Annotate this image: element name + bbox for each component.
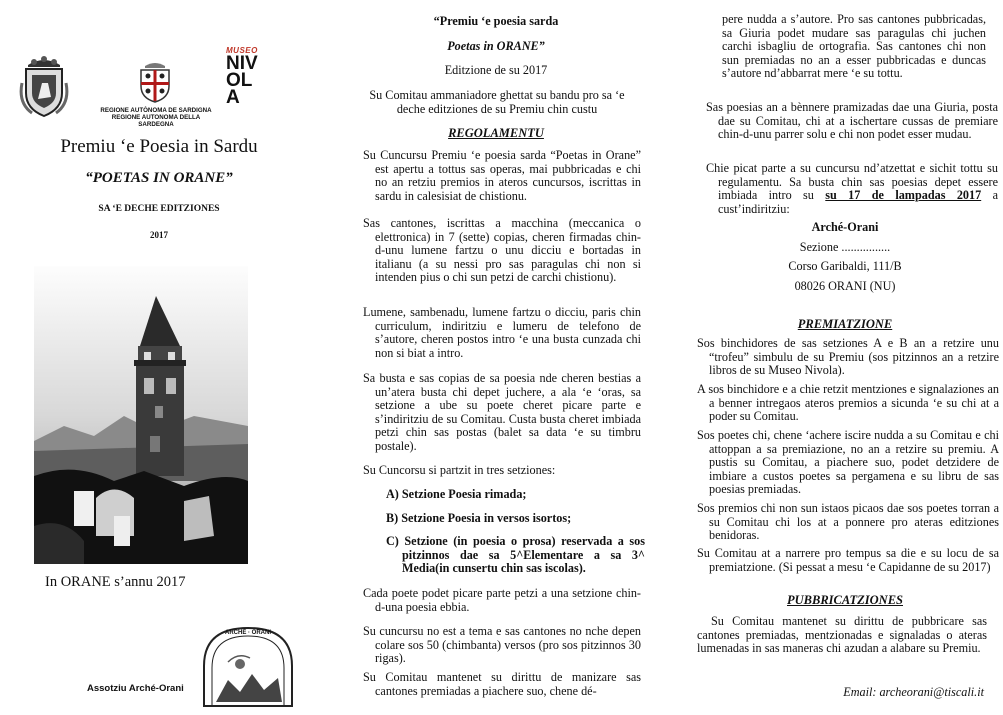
address-city: 08026 ORANI (NU) bbox=[794, 279, 896, 293]
rule-paragraph-2: Sas cantones, iscrittas a macchina (meccanica o elettronica) in 7 (sette) copias, cheren firmadas chin-d-unu lumene fartzu o unu dicciu e bortadas in italianu (a su nessi pro sas paragulas chi non si intenden pius o chi sun petzi de carchi chistionu). bbox=[363, 216, 641, 285]
prize-paragraph-3: Sos poetes chi, chene ‘achere iscire nudda a su Comitau e chi attoppan a sa premiazione, no an a retzire su premiu. A pustis su Comitau, a piachere suo, podet detzidere de imbiare a custos poetes sa pergamena e su libru de sas poesias premiadas. bbox=[697, 428, 999, 497]
rule-paragraph-5: Su Cuncorsu si partzit in tres setziones: bbox=[363, 463, 556, 477]
rule-paragraph-1: Su Cuncursu Premiu ‘e poesia sarda “Poetas in Orane” est apertu a tottus sas operas, mai pubbricadas e chi no an retziu premios in ateros cuncursos, iscrittas in sardu in calesisiat de chistionu. bbox=[363, 148, 641, 203]
rule-paragraph-7: Su cuncursu no est a tema e sas cantones no nche depen colare sos 50 (chimbanta) versos (pro sos pitzinnos 30 rigas). bbox=[363, 624, 641, 666]
deadline-text: Chie picat parte a su cuncursu nd’atzettat e sichit tottu su regulamentu. Sa busta chin sas poesias depet essere imbiada intro su bbox=[706, 161, 998, 203]
tower-photo bbox=[34, 266, 248, 564]
jury-paragraph: Sas poesias an a bènnere pramizadas dae una Giuria, posta dae su Comitau, chi at a ischertare cussas de premiare chin-d-unu parrer solu e chi non podet esser mudau. bbox=[706, 100, 998, 142]
email-contact: Email: archeorani@tiscali.it bbox=[843, 685, 984, 699]
prizes-panel bbox=[694, 0, 999, 715]
museo-nivola-logo bbox=[226, 46, 270, 132]
edition-label: SA ‘E DECHE EDITZIONES bbox=[98, 204, 220, 214]
rules-edition: Editzione de su 2017 bbox=[444, 63, 548, 77]
museo-label: MUSEO bbox=[226, 46, 258, 55]
address-name: Arché-Orani bbox=[811, 220, 879, 234]
prize-paragraph-4: Sos premios chi non sun istaos picaos dae sos poetes torran a su Comitau chi los at a ponnere pro ateras editziones benidoras. bbox=[697, 501, 999, 543]
cover-subtitle: “POETAS IN ORANE” bbox=[85, 170, 233, 186]
section-b: B) Setzione Poesia in versos isortos; bbox=[386, 511, 572, 525]
deadline-end: a cust’indiritziu: bbox=[718, 188, 999, 216]
cover-panel bbox=[0, 0, 318, 715]
deadline-paragraph bbox=[706, 162, 998, 216]
comune-crest-icon bbox=[18, 53, 70, 119]
publication-paragraph: Su Comitau mantenet su dirittu de pubbricare sas cantones premiadas, mentzionadas e signaladas o ateras lumenadas in sas maneras chi azudan a alabare su Premiu. bbox=[697, 614, 987, 656]
rules-panel bbox=[360, 0, 645, 715]
rule-paragraph-3: Lumene, sambenadu, lumene fartzu o dicciu, paris chin curriculum, indiritziu e lumeru de telefono de s’autore, cheren postos intro ‘e una busta cunzada chi non si biat a intro. bbox=[363, 305, 641, 360]
cover-year: 2017 bbox=[150, 230, 168, 240]
rule-paragraph-4: Sa busta e sas copias de sa poesia nde cheren bestias a un’atera busta chi depet juchere, a ala ‘e ‘oras, sa setzione a ube su poete cheret picare parte e s’indiritziu de su Comitau. Custa busta cheret imbiada petzi chin sas postas (balet sa data ‘e su timbru postale). bbox=[363, 371, 641, 453]
section-c: C) Setzione (in poesia o prosa) reservada a sos pitzinnos dae sa 5^Elementare a sa 3^ Media(in cunsertu chin sas iscolas). bbox=[386, 534, 645, 576]
section-a: A) Setzione Poesia rimada; bbox=[386, 487, 527, 501]
rule-paragraph-8-continued: pere nudda a s’autore. Pro sas cantones pubbricadas, sa Giuria podet mudare sas paragulas chi juchen carchi isbagliu de ortografia. Sas cantones chi non sun premiadas no an a esser pubbricadas e duncas s’autore nd’abbarrat mere ‘e su tottu. bbox=[722, 12, 986, 81]
region-line-1: REGIONE AUTÒNOMA DE SARDIGNA bbox=[100, 107, 212, 114]
regione-sardegna-crest-icon bbox=[137, 60, 173, 104]
regolamentu-heading: REGOLAMENTU bbox=[448, 126, 544, 140]
rules-intro: Su Comitau ammaniadore ghettat su bandu pro sa ‘e deche editziones de su Premiu chin custu bbox=[369, 88, 625, 116]
cover-title: Premiu ‘e Poesia in Sardu bbox=[60, 136, 258, 157]
rules-title-line1: “Premiu ‘e poesia sarda bbox=[433, 14, 559, 28]
deadline-date: su 17 de lampadas 2017 bbox=[825, 188, 982, 203]
region-line-2: REGIONE AUTONOMA DELLA SARDEGNA bbox=[111, 114, 201, 128]
prize-paragraph-1: Sos binchidores de sas setziones A e B an a retzire unu “trofeu” simbulu de su Premiu (sos pitzinnos an a retzire libros de su Museo Nivola). bbox=[697, 336, 999, 378]
association-name: Assotziu Arché-Orani bbox=[87, 683, 184, 694]
nivola-wordmark: NIVOLA bbox=[226, 53, 258, 108]
address-section: Sezione ................ bbox=[799, 240, 891, 254]
assoc-logo-caption: ARCHÉ · ORANI bbox=[225, 630, 271, 636]
rule-paragraph-6: Cada poete podet picare parte petzi a una setzione chin-d-una poesia ebbia. bbox=[363, 586, 641, 614]
region-logo-caption bbox=[96, 107, 216, 128]
pubbricatziones-heading: PUBBRICATZIONES bbox=[786, 593, 903, 607]
premiatzione-heading: PREMIATZIONE bbox=[797, 317, 893, 331]
address-street: Corso Garibaldi, 111/B bbox=[788, 259, 902, 273]
prize-paragraph-2: A sos binchidore e a chie retzit mentziones e signalaziones an a benner intregaos ateros premios a sicunda ‘e su chi at a poder su Comitau. bbox=[697, 382, 999, 424]
place-and-year: In ORANE s’annu 2017 bbox=[45, 574, 186, 590]
rule-paragraph-8: Su Comitau mantenet su dirittu de manizare sas cantones premiadas a piachere suo, chene dé- bbox=[363, 670, 641, 698]
rules-title-line2: Poetas in ORANE” bbox=[447, 39, 545, 53]
prize-paragraph-5: Su Comitau at a narrere pro tempus sa die e su locu de sa premiatzione. (Si pessat a mesu ‘e Capidanne de su 2017) bbox=[697, 546, 999, 574]
rules-title-name: Poetas in ORANE bbox=[447, 39, 539, 53]
